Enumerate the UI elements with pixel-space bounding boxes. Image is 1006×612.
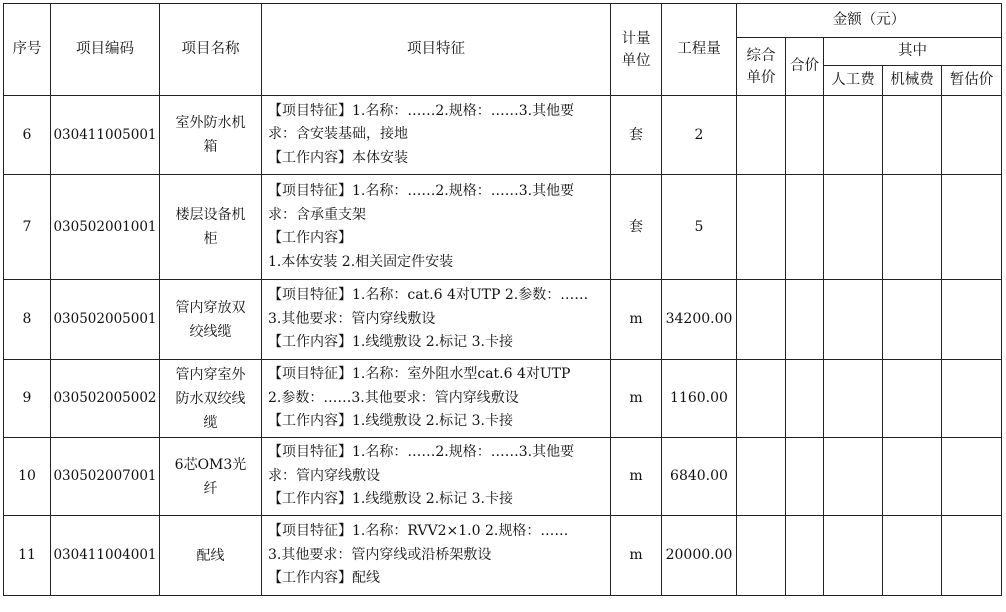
feature-line: 3.其他要求：管内穿线或沿桥架敷设	[268, 546, 492, 563]
feature-line: 【工作内容】1.线缆敷设 2.标记 3.卡接	[268, 334, 513, 351]
cell-labor	[824, 360, 883, 438]
cell-provisional	[942, 280, 1002, 360]
feature-line: 【工作内容】配线	[268, 570, 380, 587]
cell-total	[786, 96, 824, 175]
bill-of-quantities-table	[3, 3, 1002, 596]
table-row	[4, 438, 1002, 516]
cell-seq: 8	[4, 280, 51, 360]
cell-name: 6芯OM3光纤	[160, 438, 262, 516]
table-row	[4, 96, 1002, 175]
header-amount: 金额（元）	[737, 4, 1002, 38]
cell-features	[262, 175, 611, 280]
cell-seq: 6	[4, 96, 51, 175]
cell-provisional	[942, 175, 1002, 280]
cell-unit-price	[737, 438, 786, 516]
cell-total	[786, 360, 824, 438]
cell-code: 030411005001	[51, 96, 160, 175]
cell-machine	[883, 175, 942, 280]
cell-labor	[824, 438, 883, 516]
header-features: 项目特征	[262, 4, 611, 96]
cell-code: 030502007001	[51, 438, 160, 516]
table-row	[4, 516, 1002, 596]
cell-features	[262, 438, 611, 516]
cell-labor	[824, 175, 883, 280]
feature-line: 【工作内容】本体安装	[268, 149, 408, 166]
cell-provisional	[942, 516, 1002, 596]
cell-seq: 11	[4, 516, 51, 596]
cell-name: 管内穿室外防水双绞线缆	[160, 360, 262, 438]
table-row	[4, 175, 1002, 280]
table-body	[4, 96, 1002, 596]
cell-machine	[883, 280, 942, 360]
cell-features	[262, 280, 611, 360]
cell-unit-price	[737, 175, 786, 280]
cell-code: 030502005001	[51, 280, 160, 360]
table-row	[4, 280, 1002, 360]
cell-quantity: 20000.00	[662, 516, 737, 596]
cell-total	[786, 516, 824, 596]
cell-labor	[824, 96, 883, 175]
cell-total	[786, 175, 824, 280]
cell-unit-price	[737, 516, 786, 596]
cell-unit: m	[611, 438, 662, 516]
cell-machine	[883, 96, 942, 175]
feature-line: 【项目特征】1.名称：cat.6 4对UTP 2.参数：……	[268, 287, 589, 304]
cell-provisional	[942, 360, 1002, 438]
header-seq: 序号	[4, 4, 51, 96]
cell-machine	[883, 360, 942, 438]
cell-code: 030502001001	[51, 175, 160, 280]
cell-seq: 9	[4, 360, 51, 438]
header-code: 项目编码	[51, 4, 160, 96]
cell-code: 030411004001	[51, 516, 160, 596]
cell-labor	[824, 516, 883, 596]
cell-seq: 7	[4, 175, 51, 280]
feature-line: 【项目特征】1.名称：……2.规格：……3.其他要	[268, 102, 575, 119]
cell-name: 管内穿放双绞线缆	[160, 280, 262, 360]
table-row	[4, 360, 1002, 438]
cell-unit: m	[611, 516, 662, 596]
table-header	[4, 4, 1002, 96]
feature-line: 【项目特征】1.名称：……2.规格：……3.其他要	[268, 183, 575, 199]
header-machine: 机械费	[883, 66, 942, 96]
cell-name: 室外防水机箱	[160, 96, 262, 175]
cell-name: 配线	[160, 516, 262, 596]
feature-line: 【工作内容】1.线缆敷设 2.标记 3.卡接	[268, 491, 513, 508]
cell-unit: m	[611, 280, 662, 360]
feature-line: 2.参数：……3.其他要求：管内穿线敷设	[268, 389, 519, 406]
header-unit: 计量 单位	[611, 4, 662, 96]
cell-seq: 10	[4, 438, 51, 516]
feature-line: 3.其他要求：管内穿线敷设	[268, 310, 436, 327]
feature-line: 【项目特征】1.名称：……2.规格：……3.其他要	[268, 444, 575, 461]
cell-unit-price	[737, 280, 786, 360]
cell-unit-price	[737, 96, 786, 175]
header-provisional: 暂估价	[942, 66, 1002, 96]
cell-machine	[883, 438, 942, 516]
header-unit-price: 综合 单价	[737, 38, 786, 96]
cell-total	[786, 280, 824, 360]
cell-unit: 套	[611, 96, 662, 175]
cell-machine	[883, 516, 942, 596]
feature-line: 【工作内容】1.线缆敷设 2.标记 3.卡接	[268, 413, 513, 430]
cell-features	[262, 360, 611, 438]
cell-quantity: 2	[662, 96, 737, 175]
feature-line: 求：含安装基础，接地	[268, 126, 408, 143]
header-quantity: 工程量	[662, 4, 737, 96]
feature-line: 1.本体安装 2.相关固定件安装	[268, 253, 454, 270]
feature-line: 【项目特征】1.名称：室外阻水型cat.6 4对UTP	[268, 366, 571, 383]
cell-unit: m	[611, 360, 662, 438]
header-total: 合价	[786, 38, 824, 96]
cell-unit-price	[737, 360, 786, 438]
header-of-which: 其中	[824, 38, 1002, 66]
cell-quantity: 5	[662, 175, 737, 280]
cell-code: 030502005002	[51, 360, 160, 438]
header-name: 项目名称	[160, 4, 262, 96]
cell-provisional	[942, 96, 1002, 175]
feature-line: 【工作内容】	[268, 230, 352, 246]
cell-unit: 套	[611, 175, 662, 280]
feature-line: 求：管内穿线敷设	[268, 467, 380, 484]
feature-line: 【项目特征】1.名称：RVV2×1.0 2.规格：……	[268, 523, 569, 540]
cell-labor	[824, 280, 883, 360]
cell-features	[262, 96, 611, 175]
feature-line: 求：含承重支架	[268, 206, 366, 223]
cell-quantity: 34200.00	[662, 280, 737, 360]
cell-total	[786, 438, 824, 516]
header-labor: 人工费	[824, 66, 883, 96]
cell-quantity: 1160.00	[662, 360, 737, 438]
cell-quantity: 6840.00	[662, 438, 737, 516]
cell-features	[262, 516, 611, 596]
cell-name: 楼层设备机柜	[160, 175, 262, 280]
cell-provisional	[942, 438, 1002, 516]
